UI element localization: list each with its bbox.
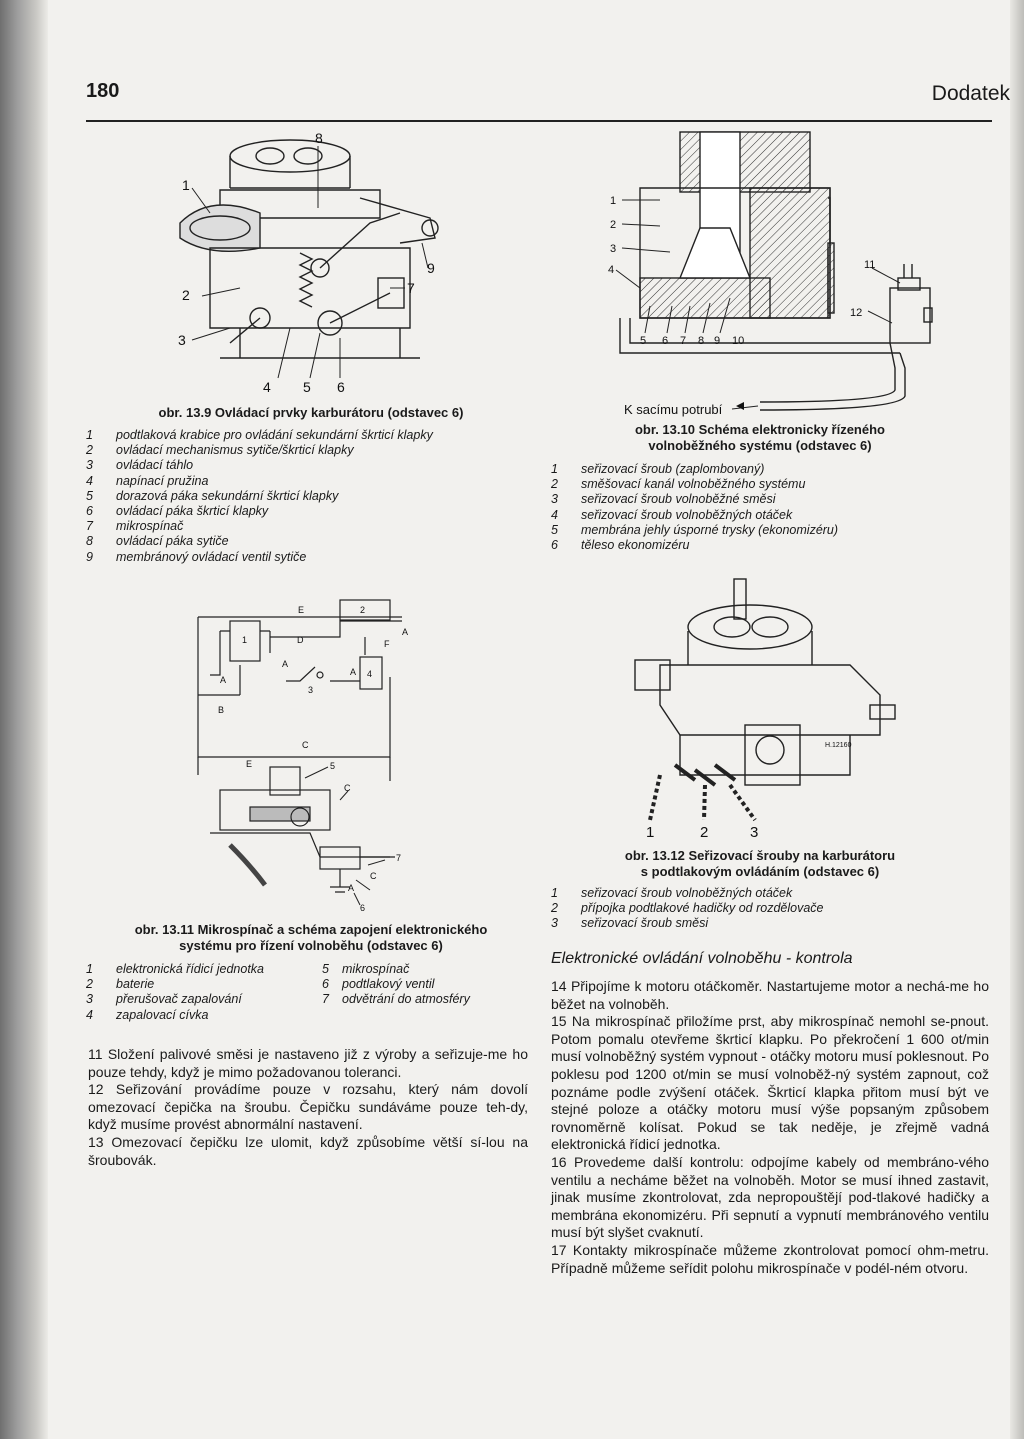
section-title: Dodatek	[931, 82, 1010, 105]
intake-label: K sacímu potrubí	[624, 402, 723, 417]
legend-item: 2 přípojka podtlakové hadičky od rozdělovače	[551, 901, 824, 916]
callout-12: 12	[850, 307, 863, 319]
header-rule	[86, 120, 992, 122]
callout-A-low: A	[348, 883, 355, 893]
callout-C-low: C	[370, 871, 377, 881]
callout-4: 4	[263, 379, 271, 395]
section-heading: Elektronické ovládání volnoběhu - kontrola	[551, 950, 853, 967]
legend-item: 8 ovládací páka sytiče	[86, 534, 229, 549]
figure-13-9-legend	[86, 428, 526, 565]
legend-item: 5 mikrospínač	[322, 962, 410, 976]
legend-item: 6 těleso ekonomizéru	[551, 538, 690, 553]
callout-3: 3	[178, 332, 186, 348]
legend-item: 2 směšovací kanál volnoběžného systému	[551, 477, 806, 492]
callout-10: 10	[732, 335, 745, 347]
figure-13-12-carburettor-screws-drawing	[620, 575, 910, 840]
legend-item: 4 napínací pružina	[86, 473, 209, 488]
figure-13-9-caption: obr. 13.9 Ovládací prvky karburátoru (odstavec 6)	[158, 405, 464, 420]
callout-4: 4	[367, 669, 373, 679]
page-edge-shadow	[1010, 0, 1024, 1439]
callout-2: 2	[360, 605, 366, 615]
figure-13-12-legend	[551, 886, 971, 932]
callout-1: 1	[242, 635, 248, 645]
callout-C-right: C	[344, 783, 351, 793]
callout-9: 9	[427, 260, 435, 276]
callout-5: 5	[330, 761, 336, 771]
callout-8: 8	[315, 130, 323, 146]
callout-1: 1	[646, 824, 655, 840]
legend-item: 9 membránový ovládací ventil sytiče	[86, 549, 307, 564]
figure-13-11-legend-right	[322, 962, 532, 1008]
figure-13-10-idle-system-schematic	[600, 128, 940, 418]
callout-11: 11	[864, 259, 876, 271]
page-number: 180	[86, 80, 120, 102]
callout-7: 7	[680, 335, 687, 347]
callout-7: 7	[396, 853, 402, 863]
legend-item: 5 membrána jehly úsporné trysky (ekonomizéru)	[551, 522, 839, 537]
callout-E-low: E	[246, 759, 253, 769]
callout-4: 4	[608, 264, 615, 276]
legend-item: 1 seřizovací šroub volnoběžných otáček	[551, 886, 793, 900]
legend-item: 7 mikrospínač	[86, 519, 184, 534]
paragraph-16: 16 Provedeme další kontrolu: odpojíme kabely od membráno-vého ventilu a necháme běžet na volnoběh. Motor se musí ihned zastavit, jinak musíme zkontrolovat, zda nepropouštějí pod-tlakové hadičky a membrána ekonomizéru. Při sepnutí a vypnutí membránového ventilu musí být slyšet cvaknutí.	[551, 1153, 989, 1241]
callout-7: 7	[407, 280, 415, 296]
legend-item: 6 ovládací páka škrticí klapky	[86, 504, 269, 519]
callout-6: 6	[360, 903, 366, 913]
callout-6: 6	[662, 335, 669, 347]
legend-item: 4 zapalovací cívka	[86, 1007, 209, 1022]
legend-item: 3 ovládací táhlo	[86, 458, 194, 473]
legend-item: 3 přerušovač zapalování	[86, 992, 242, 1007]
legend-item: 2 ovládací mechanismus sytiče/škrticí klapky	[86, 443, 354, 458]
callout-9: 9	[714, 335, 721, 347]
callout-E-top: E	[298, 605, 305, 615]
callout-5: 5	[303, 379, 311, 395]
paragraph-11: 11 Složení palivové směsi je nastaveno již z výroby a seřizuje-me ho pouze tehdy, když je mimo požadovanou toleranci.	[88, 1046, 528, 1080]
callout-2: 2	[700, 824, 709, 840]
figure-13-12-caption: obr. 13.12 Seřizovací šrouby na karburátoru s podtlakovým ovládáním (odstavec 6)	[624, 848, 896, 879]
legend-item: 2 baterie	[86, 977, 155, 992]
legend-item: 6 podtlakový ventil	[322, 977, 435, 992]
callout-2: 2	[182, 287, 190, 303]
callout-3: 3	[308, 685, 314, 695]
legend-item: 7 odvětrání do atmosféry	[322, 992, 470, 1007]
legend-item: 4 seřizovací šroub volnoběžných otáček	[551, 507, 793, 522]
callout-A-coil: A	[350, 667, 357, 677]
right-body-text	[551, 978, 989, 1277]
callout-6: 6	[337, 379, 345, 395]
figure-13-11-wiring-diagram	[190, 595, 430, 915]
callout-3: 3	[610, 243, 617, 255]
callout-1: 1	[182, 177, 190, 193]
legend-item: 3 seřizovací šroub směsi	[551, 916, 709, 931]
legend-item: 5 dorazová páka sekundární škrticí klapky	[86, 488, 339, 503]
paragraph-17: 17 Kontakty mikrospínače můžeme zkontrolovat pomocí ohm-metru. Případně můžeme seřídit polohu mikrospínače v podél-ném otvoru.	[551, 1241, 989, 1276]
callout-1: 1	[610, 195, 617, 207]
drawing-code: H.12160	[825, 742, 852, 749]
figure-13-11-caption: obr. 13.11 Mikrospínač a schéma zapojení elektronického systému pro řízení volnoběhu (odstavec 6)	[134, 922, 488, 953]
callout-5: 5	[640, 335, 647, 347]
callout-2: 2	[610, 219, 617, 231]
callout-B: B	[218, 705, 225, 715]
paragraph-14: 14 Připojíme k motoru otáčkoměr. Nastartujeme motor a nechá-me ho běžet na volnoběh.	[551, 978, 989, 1012]
figure-13-10-caption: obr. 13.10 Schéma elektronicky řízeného volnoběžného systému (odstavec 6)	[634, 422, 885, 453]
callout-A-left: A	[220, 675, 227, 685]
callout-8: 8	[698, 335, 705, 347]
legend-item: 3 seřizovací šroub volnoběžné směsi	[551, 492, 776, 507]
callout-C-mid: C	[302, 740, 309, 750]
callout-D: D	[297, 635, 304, 645]
left-body-text	[88, 1046, 528, 1169]
callout-3: 3	[750, 824, 759, 840]
book-binding-shadow	[0, 0, 48, 1439]
callout-F: F	[384, 639, 390, 649]
callout-A-switch: A	[282, 659, 289, 669]
paragraph-15: 15 Na mikrospínač přiložíme prst, aby mikrospínač nemohl se-pnout. Potom pomalu otevřeme škrticí klapku. Po překročení 1 600 ot/min musí volnoběžný systém vypnout - otáčky motoru musí poklesnout. Po poklesu pod 1200 ot/min se musí volnoběž-ný systém zapnout, což poznáme podle zvýšení otáček. Škrticí klapka přitom musí být ve stejné poloze a otáčky motoru musí výše popsaným způsobem rovnoměrně kolísat. Pokud se tak neděje, je zřejmě vadná elektronická řídicí jednotka.	[551, 1013, 989, 1153]
paragraph-13: 13 Omezovací čepičku lze ulomit, když způsobíme větší sí-lou na šroubovák.	[88, 1133, 528, 1168]
legend-item: 1 seřizovací šroub (zaplombovaný)	[551, 462, 765, 476]
callout-A-right: A	[402, 627, 409, 637]
figure-13-9-carburettor-drawing	[150, 128, 470, 398]
legend-item: 1 podtlaková krabice pro ovládání sekundární škrticí klapky	[86, 428, 433, 442]
paragraph-12: 12 Seřizování provádíme pouze v rozsahu, který nám dovolí omezovací čepička na šroubu. Čepičku sundáváme pouze teh-dy, když musíme provést abnormální nastavení.	[88, 1081, 528, 1133]
legend-item: 1 elektronická řídicí jednotka	[86, 962, 264, 976]
figure-13-10-legend	[551, 462, 971, 553]
figure-13-11-legend-left	[86, 962, 316, 1023]
